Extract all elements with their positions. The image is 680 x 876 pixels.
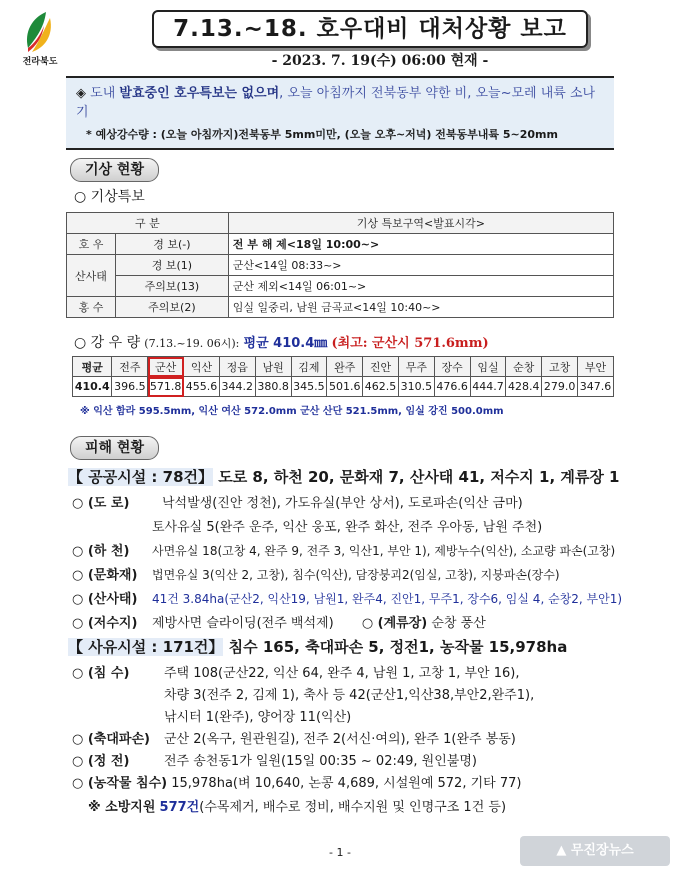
weather-warning-table: 구 분 기상 특보구역<발표시각> 호 우 경 보(-) 전 부 해 제<18일 10:00~> 산사태 경 보(1) 군산<14일 08:33~> 주의보(13) 군산 제외<14일 06:01~> 홍 수 주의보(2) 임실 일중리, 남원 금곡교<14일 10:40~> (66, 212, 614, 318)
rain-value: 476.6 (434, 377, 470, 397)
rain-region: 장수 (434, 357, 470, 377)
rain-region: 완주 (327, 357, 363, 377)
power-outage: ○ (정 전) 전주 송천동1가 일원(15일 00:35 ~ 02:49, 원인불명) (72, 754, 477, 769)
table-row: 산사태 경 보(1) 군산<14일 08:33~> (67, 255, 614, 276)
private-facilities: 【 사유시설 : 171건】 침수 165, 축대파손 5, 정전1, 농작물 15,978ha (68, 638, 568, 656)
section-weather: 기상 현황 (70, 158, 159, 182)
culture-damage: ○ (문화재) 법면유실 3(익산 2, 고창), 침수(익산), 담장붕괴2(임실, 고창), 지붕파손(장수) (72, 568, 560, 583)
rain-region: 군산 (148, 357, 184, 377)
rainfall-table (72, 356, 614, 397)
rain-value: 279.0 (542, 377, 578, 397)
rain-region: 진안 (363, 357, 399, 377)
rain-value: 345.5 (291, 377, 327, 397)
rain-region: 임실 (470, 357, 506, 377)
rain-value: 396.5 (112, 377, 148, 397)
summary-text: ◈ 도내 발효중인 호우특보는 없으며, 오늘 아침까지 전북동부 약한 비, 오늘~모레 내륙 소나기 (76, 86, 596, 120)
table-row: 주의보(13) 군산 제외<14일 06:01~> (67, 276, 614, 297)
rain-value: 410.4 (73, 377, 112, 397)
rain-value: 310.5 (398, 377, 434, 397)
divider (66, 148, 614, 150)
report-date: - 2023. 7. 19(수) 06:00 현재 - (271, 53, 489, 69)
rain-value: 444.7 (470, 377, 506, 397)
table-row: 호 우 경 보(-) 전 부 해 제<18일 10:00~> (67, 234, 614, 255)
rain-region: 남원 (255, 357, 291, 377)
rain-region: 익산 (184, 357, 220, 377)
mountain-icon: ▲ (556, 843, 567, 858)
rain-region: 김제 (291, 357, 327, 377)
org-name: 전라북도 (22, 57, 58, 67)
reservoir-damage: ○ (저수지) 제방사면 슬라이딩(전주 백석제) ○ (계류장) 순창 풍산 (72, 616, 486, 631)
rain-value: 344.2 (219, 377, 255, 397)
rain-value: 455.6 (184, 377, 220, 397)
rain-value: 501.6 (327, 377, 363, 397)
landslide-damage: ○ (산사태) 41건 3.84ha(군산2, 익산19, 남원1, 완주4, 진안1, 무주1, 장수6, 임실 4, 순창2, 부안1) (72, 592, 623, 607)
table-row: 홍 수 주의보(2) 임실 일중리, 남원 금곡교<14일 10:40~> (67, 297, 614, 318)
rain-value: 571.8 (148, 377, 184, 397)
rain-region: 순창 (506, 357, 542, 377)
rain-value: 380.8 (255, 377, 291, 397)
public-facilities: 【 공공시설 : 78건】 도로 8, 하천 20, 문화재 7, 산사태 41, 저수지 1, 계류장 1 (68, 468, 620, 486)
wall-damage: ○ (축대파손) 군산 2(옥구, 원관원길), 전주 2(서신·여의), 완주 1(완주 봉동) (72, 732, 516, 747)
flood-damage-3: 낚시터 1(완주), 양어장 11(익산) (164, 710, 352, 725)
flood-damage-2: 차량 3(전주 2, 김제 1), 축사 등 42(군산1,익산38,부안2,완주1), (164, 688, 535, 703)
rain-region: 부안 (578, 357, 614, 377)
rain-region: 고창 (542, 357, 578, 377)
road-damage: ○ (도 로) 낙석발생(진안 정천), 가도유실(부안 상서), 도로파손(익산 금마) (72, 496, 523, 511)
section-damage: 피해 현황 (70, 436, 159, 460)
weather-warning-heading: ○ 기상특보 (74, 189, 145, 205)
page-number: - 1 - (329, 846, 351, 859)
rain-value: 347.6 (578, 377, 614, 397)
rain-value: 428.4 (506, 377, 542, 397)
expected-rainfall: * 예상강수량 : (오늘 아침까지)전북동부 5mm미만, (오늘 오후~저녁) 전북동부내륙 5~20mm (86, 128, 558, 141)
river-damage: ○ (하 천) 사면유실 18(고창 4, 완주 9, 전주 3, 익산1, 부안 1), 제방누수(익산), 소교량 파손(고창) (72, 544, 616, 559)
watermark: ▲ 무진장뉴스 (520, 836, 670, 866)
rainfall-note: ※ 익산 함라 595.5mm, 익산 여산 572.0mm 군산 산단 521.5mm, 임실 강진 500.0mm (80, 406, 504, 417)
rain-region: 무주 (398, 357, 434, 377)
page-title: 7.13.~18. 호우대비 대처상황 보고 (152, 10, 588, 48)
fire-support: ※ 소방지원 577건(수목제거, 배수로 정비, 배수지원 및 인명구조 1건 등) (88, 800, 507, 815)
rain-region: 정읍 (219, 357, 255, 377)
flood-damage: ○ (침 수) 주택 108(군산22, 익산 64, 완주 4, 남원 1, 고창 1, 부안 16), (72, 666, 520, 681)
road-damage-2: 토사유실 5(완주 운주, 익산 웅포, 완주 화산, 전주 우아동, 남원 주천) (152, 520, 543, 535)
rain-region: 평균 (73, 357, 112, 377)
rainfall-summary: ○ 강 우 량 (7.13.~19. 06시): 평균 410.4㎜ (최고: 군산시 571.6mm) (74, 335, 489, 351)
rain-value: 462.5 (363, 377, 399, 397)
crop-damage: ○ (농작물 침수) 15,978ha(벼 10,640, 논콩 4,689, 시설원예 572, 기타 77) (72, 776, 522, 791)
rain-region: 전주 (112, 357, 148, 377)
